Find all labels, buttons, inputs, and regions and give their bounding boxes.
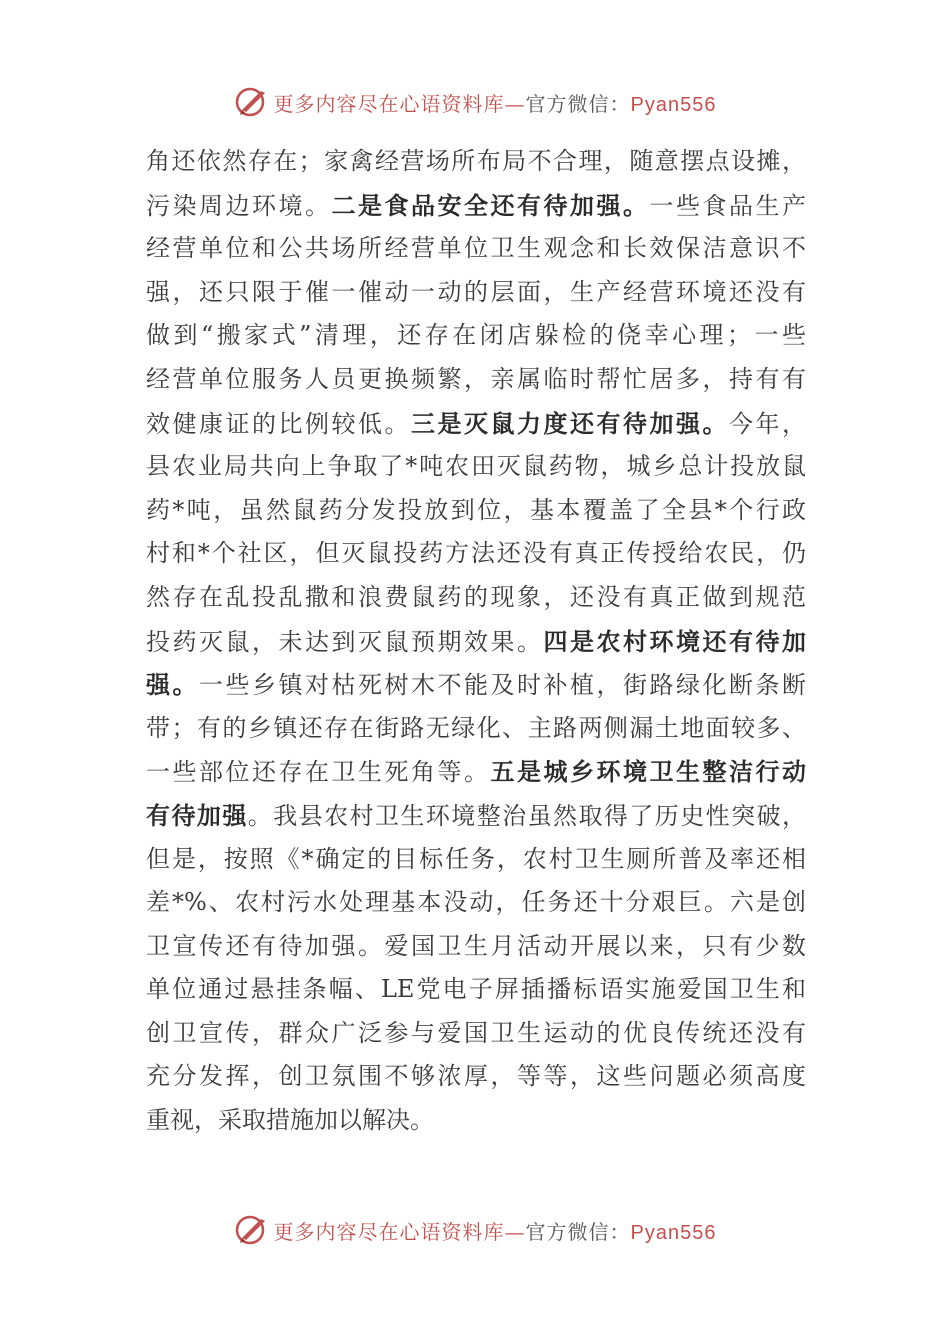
text-segment: 县农业局共向上争取了*吨农田灭鼠药物，城乡总计投放鼠 bbox=[146, 452, 806, 481]
text-line bbox=[146, 489, 806, 533]
text-segment: 充分发挥，创卫氛围不够浓厚，等等，这些问题必须高度 bbox=[146, 1062, 806, 1091]
text-line bbox=[146, 532, 806, 576]
text-segment: 效健康证的比例较低。 bbox=[146, 409, 411, 438]
text-segment: 。我县农村卫生环境整治虽然取得了历史性突破， bbox=[247, 801, 807, 830]
text-line bbox=[146, 1099, 806, 1143]
text-line bbox=[146, 881, 806, 925]
watermark-separator: — bbox=[504, 91, 526, 116]
text-segment: 经营单位服务人员更换频繁，亲属临时帮忙居多，持有有 bbox=[146, 364, 806, 393]
document-body bbox=[146, 140, 806, 1143]
text-line bbox=[146, 402, 806, 446]
text-line bbox=[146, 707, 806, 751]
text-line bbox=[146, 445, 806, 489]
text-segment: 做到“搬家式”清理，还存在闭店躲检的侥幸心理；一些 bbox=[146, 321, 806, 350]
text-segment: 角还依然存在；家禽经营场所布局不合理，随意摆点设摊， bbox=[146, 147, 806, 175]
bold-heading-segment: 有待加强 bbox=[146, 800, 248, 830]
text-line bbox=[146, 314, 806, 358]
text-segment: 今年， bbox=[729, 409, 806, 438]
pen-logo-icon bbox=[234, 84, 270, 120]
text-line bbox=[146, 794, 806, 838]
text-segment: 村和*个社区，但灭鼠投药方法还没有真正传授给农民，仍 bbox=[146, 539, 806, 568]
text-line bbox=[146, 750, 806, 794]
text-segment: 差*%、农村污水处理基本没动，任务还十分艰巨。六是创 bbox=[146, 888, 806, 917]
watermark-site: 更多内容尽在心语资料库 bbox=[273, 1219, 505, 1244]
text-line bbox=[146, 227, 806, 271]
text-line bbox=[146, 358, 806, 402]
watermark-wechat-id: Pyan556 bbox=[630, 93, 717, 116]
header-watermark bbox=[0, 82, 950, 122]
text-line bbox=[146, 140, 806, 184]
watermark-wechat-id: Pyan556 bbox=[630, 1221, 717, 1244]
text-line bbox=[146, 184, 806, 228]
watermark-text bbox=[274, 88, 717, 117]
text-segment: 单位通过悬挂条幅、LE党电子屏插播标语实施爱国卫生和 bbox=[146, 975, 806, 1004]
text-segment: 带；有的乡镇还存在街路无绿化、主路两侧漏土地面较多、 bbox=[146, 713, 806, 742]
text-segment: 然存在乱投乱撒和浪费鼠药的现象，还没有真正做到规范 bbox=[146, 582, 806, 611]
text-segment: 重视，采取措施加以解决。 bbox=[146, 1106, 434, 1135]
text-segment: 创卫宣传，群众广泛参与爱国卫生运动的优良传统还没有 bbox=[146, 1018, 806, 1047]
bold-heading-segment: 二是食品安全还有待加强。 bbox=[331, 190, 650, 220]
text-segment: 强，还只限于催一催动一动的层面，生产经营环境还没有 bbox=[146, 277, 806, 306]
pen-logo-icon bbox=[234, 1212, 270, 1248]
text-line bbox=[146, 838, 806, 882]
bold-heading-segment: 四是农村环境还有待加 bbox=[543, 626, 806, 656]
text-line bbox=[146, 576, 806, 620]
text-line bbox=[146, 271, 806, 315]
text-segment: 一些部位还存在卫生死角等。 bbox=[146, 758, 491, 787]
text-segment: 投药灭鼠，未达到灭鼠预期效果。 bbox=[146, 627, 544, 656]
text-line bbox=[146, 1055, 806, 1099]
footer-watermark bbox=[0, 1210, 950, 1250]
watermark-site: 更多内容尽在心语资料库 bbox=[273, 91, 505, 116]
watermark-text bbox=[274, 1216, 717, 1245]
text-segment: 污染周边环境。 bbox=[146, 191, 332, 220]
bold-heading-segment: 强。 bbox=[146, 670, 199, 700]
text-line bbox=[146, 1012, 806, 1056]
watermark-separator: — bbox=[504, 1219, 526, 1244]
text-line bbox=[146, 620, 806, 664]
text-line bbox=[146, 925, 806, 969]
text-segment: 药*吨，虽然鼠药分发投放到位，基本覆盖了全县*个行政 bbox=[146, 495, 806, 524]
text-line bbox=[146, 968, 806, 1012]
watermark-label: 官方微信： bbox=[525, 1219, 631, 1244]
text-segment: 但是，按照《*确定的目标任务，农村卫生厕所普及率还相 bbox=[146, 844, 806, 873]
bold-heading-segment: 五是城乡环境卫生整洁行动 bbox=[490, 757, 806, 787]
text-segment: 卫宣传还有待加强。爱国卫生月活动开展以来，只有少数 bbox=[146, 931, 806, 960]
text-segment: 经营单位和公共场所经营单位卫生观念和长效保洁意识不 bbox=[146, 234, 806, 263]
text-segment: 一些食品生产 bbox=[649, 191, 806, 220]
watermark-label: 官方微信： bbox=[525, 91, 631, 116]
text-line bbox=[146, 663, 806, 707]
bold-heading-segment: 三是灭鼠力度还有待加强。 bbox=[411, 408, 729, 438]
text-segment: 一些乡镇对枯死树木不能及时补植，街路绿化断条断 bbox=[199, 671, 806, 700]
